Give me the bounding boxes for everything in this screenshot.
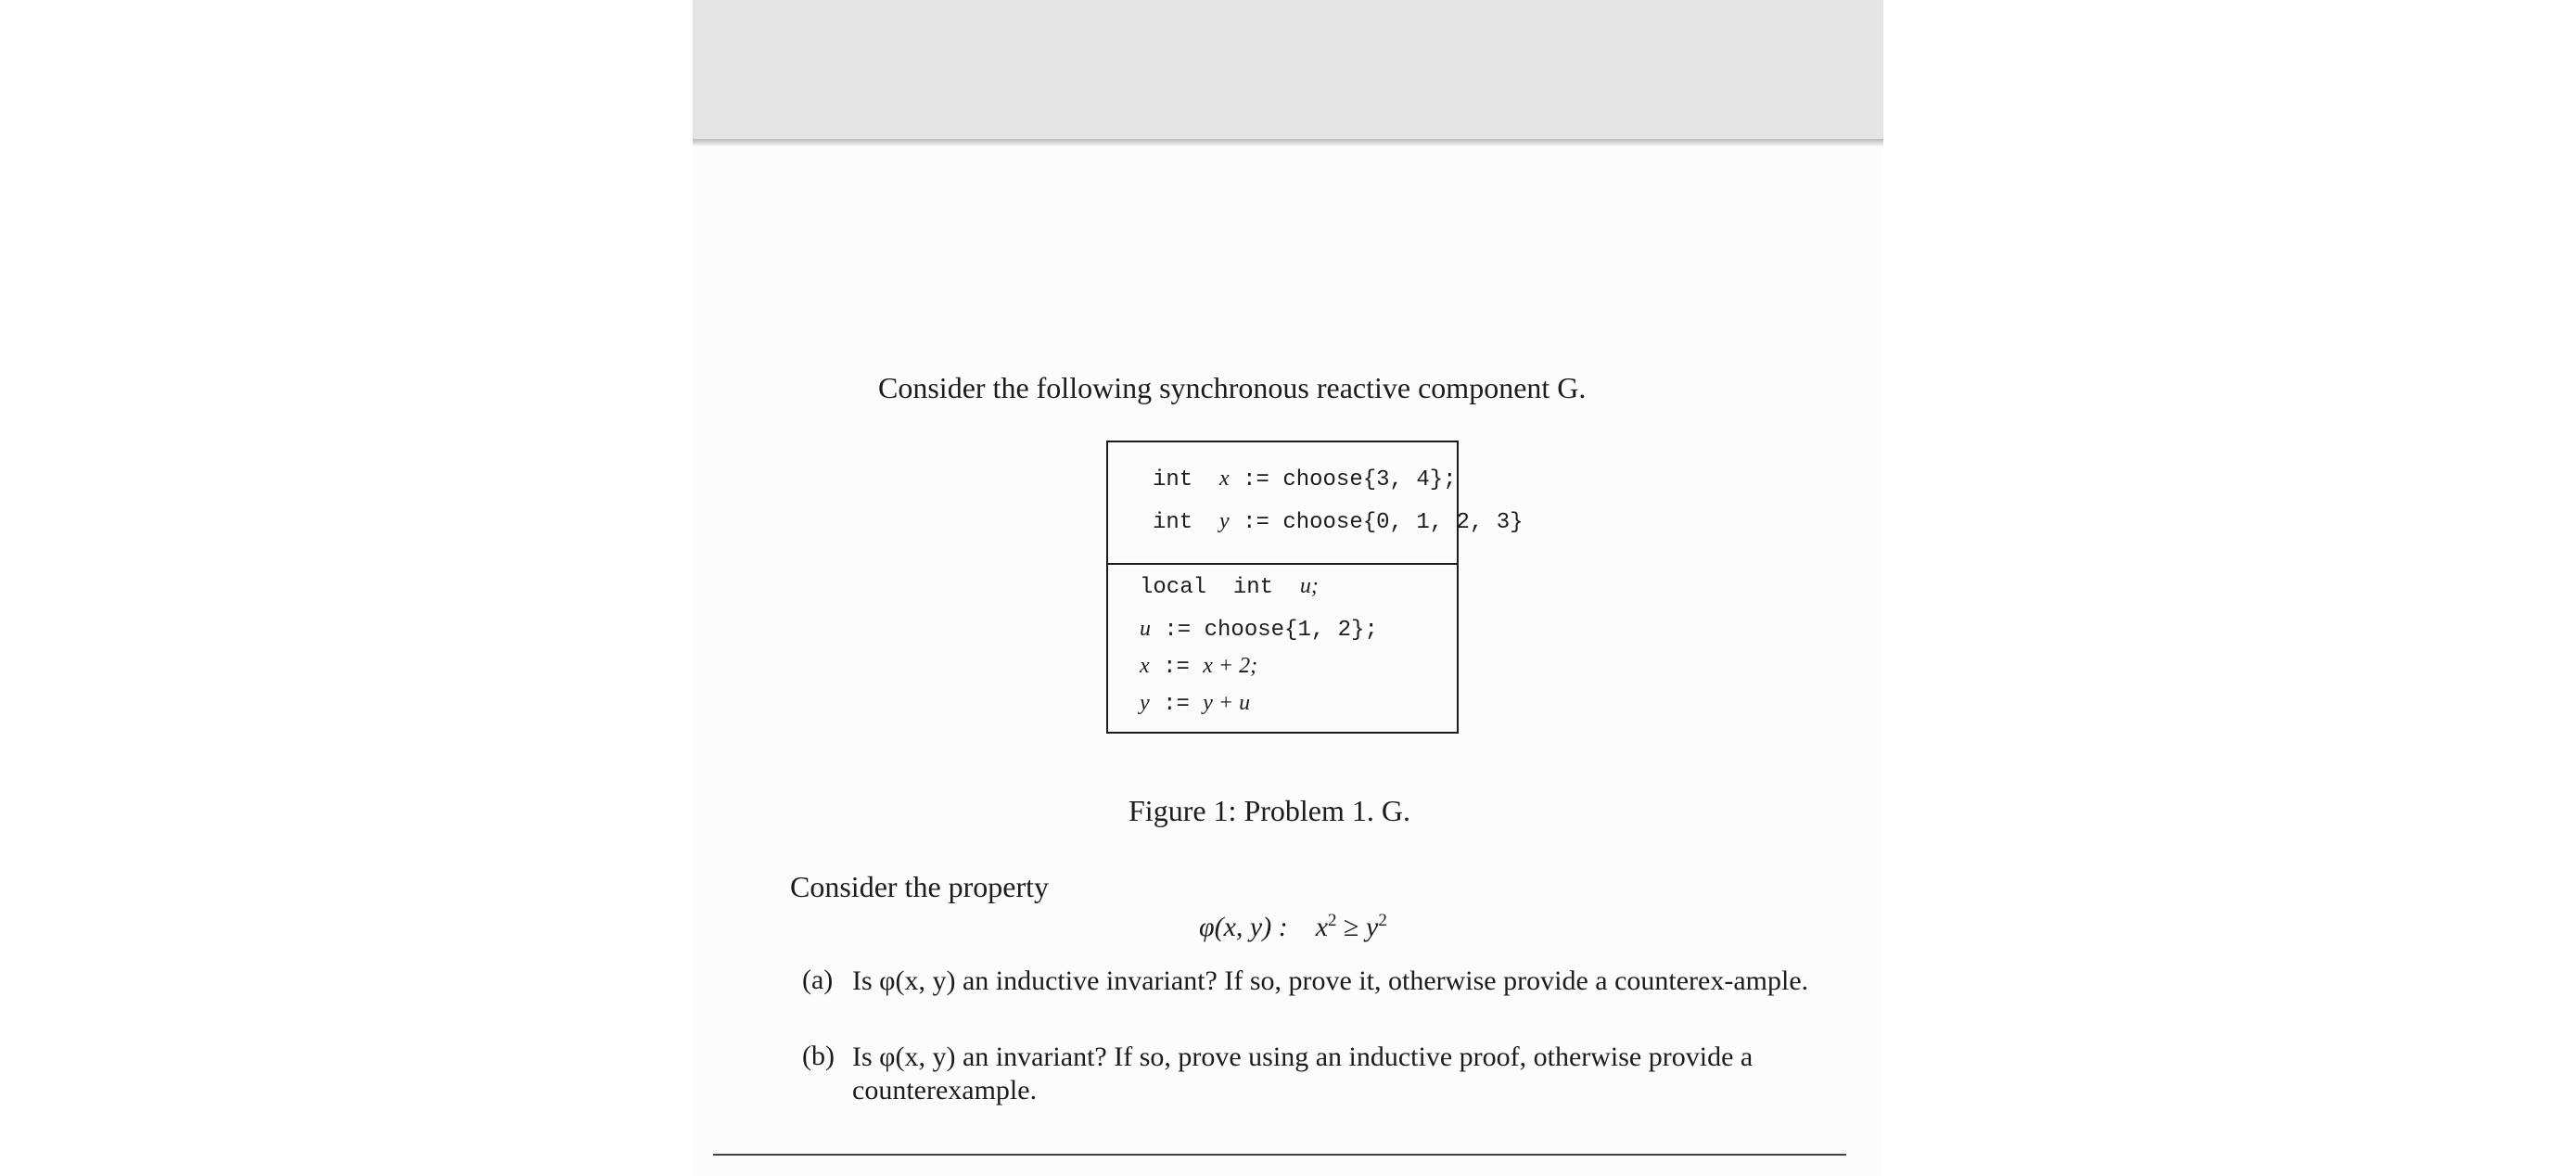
question-text: Is φ(x, y) an inductive invariant? If so, prove it, otherwise provide a counterex-ample. (852, 965, 1809, 996)
input-x-declaration (1153, 467, 1457, 492)
variable-y: y (1219, 509, 1230, 533)
update-y (1140, 691, 1250, 717)
question-item-b (802, 1041, 1859, 1124)
scanned-page (693, 0, 1883, 1176)
variable-x: x (1219, 467, 1230, 491)
update-lhs: u (1140, 617, 1151, 641)
update-rhs: y + u (1203, 691, 1251, 715)
formula-base-y: y (1366, 912, 1379, 942)
formula-lhs: φ(x, y) : (1199, 912, 1288, 942)
update-lhs: y (1140, 691, 1150, 715)
update-rhs: x + 2; (1203, 654, 1258, 678)
local-keyword: local (1140, 575, 1207, 600)
formula-operator: ≥ (1336, 912, 1366, 942)
choose-expression: choose{3, 4}; (1282, 467, 1457, 492)
assign-operator: := (1164, 618, 1192, 643)
question-label: (b) (802, 1041, 835, 1071)
question-item-a (802, 965, 1859, 1048)
formula-exponent-x: 2 (1328, 911, 1337, 930)
component-box (1106, 441, 1524, 734)
formula-base-x: x (1315, 912, 1329, 942)
assign-operator: := (1163, 655, 1190, 680)
question-label: (a) (802, 965, 834, 995)
intro-text: Consider the following synchronous reactive component G. (878, 371, 1587, 404)
assign-operator: := (1163, 692, 1190, 717)
assign-operator: := (1243, 467, 1269, 492)
scan-top-shadow (693, 139, 1883, 147)
choose-expression: choose{0, 1, 2, 3} (1282, 510, 1524, 535)
component-divider (1108, 563, 1457, 565)
variable-u: u; (1299, 574, 1319, 598)
int-keyword: int (1232, 575, 1274, 600)
question-text: Is φ(x, y) an invariant? If so, prove using an inductive proof, otherwise provide a counterexample. (852, 1042, 1753, 1106)
update-rhs: choose{1, 2}; (1204, 618, 1378, 643)
property-intro: Consider the property (790, 870, 1050, 903)
property-formula (1199, 911, 1387, 943)
int-keyword: int (1153, 467, 1193, 492)
scan-top-band (693, 0, 1883, 139)
figure-caption: Figure 1: Problem 1. G. (1129, 794, 1410, 827)
formula-exponent-y: 2 (1378, 911, 1387, 930)
int-keyword: int (1153, 510, 1193, 535)
update-u (1140, 617, 1378, 643)
update-lhs: x (1140, 654, 1150, 678)
assign-operator: := (1243, 510, 1269, 535)
update-x (1140, 654, 1257, 680)
local-u-declaration (1140, 574, 1319, 600)
input-y-declaration (1153, 509, 1524, 535)
bottom-rule (713, 1154, 1846, 1156)
